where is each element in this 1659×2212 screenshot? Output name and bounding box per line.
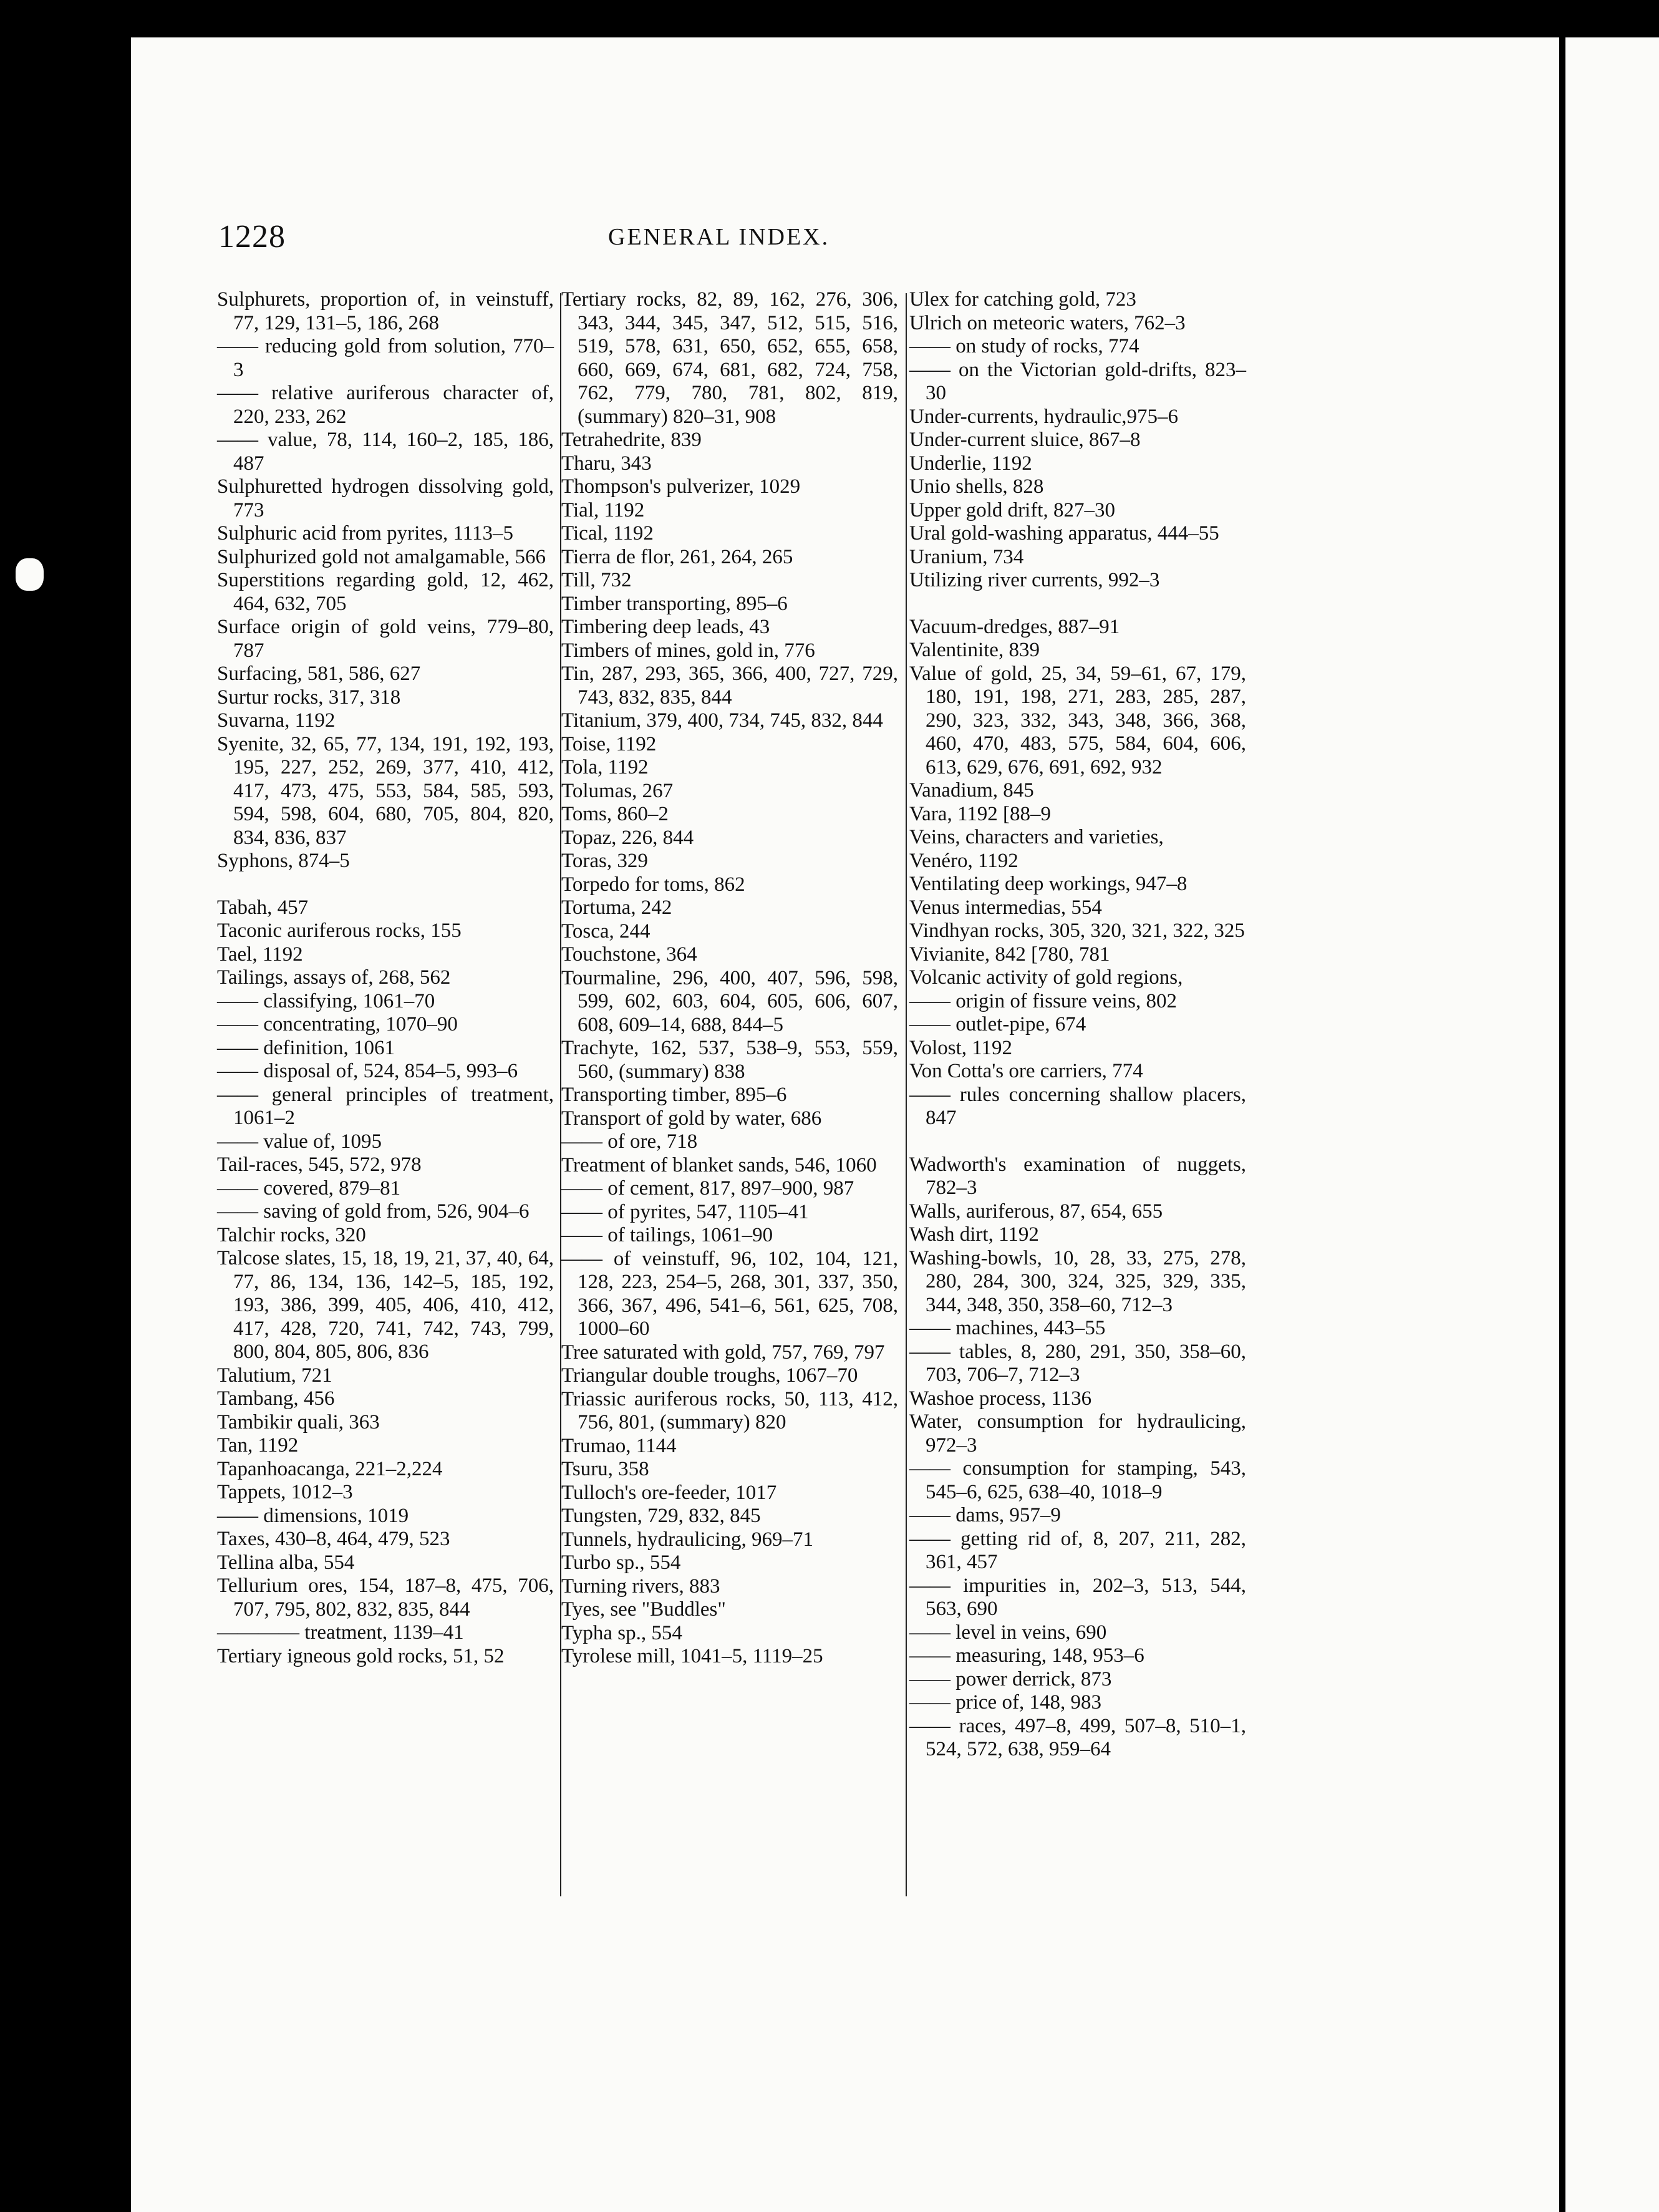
index-entry: Tourmaline, 296, 400, 407, 596, 598, 599, 602, 603, 604, 605, 606, 607, 608, 609–14, 688, 844–5 <box>561 966 898 1036</box>
index-entry: Typha sp., 554 <box>561 1621 682 1644</box>
index-entry: Tortuma, 242 <box>561 896 672 919</box>
index-entry: —— concentrating, 1070–90 <box>217 1013 458 1036</box>
index-entry: Tical, 1192 <box>561 522 654 545</box>
index-entry: Tunnels, hydraulicing, 969–71 <box>561 1528 813 1551</box>
section-gap <box>909 1130 1246 1153</box>
index-entry: —— relative auriferous character of, 220, 233, 262 <box>217 382 554 428</box>
index-entry: Tin, 287, 293, 365, 366, 400, 727, 729, 743, 832, 835, 844 <box>561 662 898 709</box>
index-entry: Talcose slates, 15, 18, 19, 21, 37, 40, 64, 77, 86, 134, 136, 142–5, 185, 192, 193, 386, 399, 405, 406, 410, 412, 417, 428, 720, 741, 742, 743, 799, 800, 804, 805, 806, 836 <box>217 1247 554 1363</box>
index-entry: —— covered, 879–81 <box>217 1176 401 1200</box>
index-entry: Tial, 1192 <box>561 498 645 521</box>
index-entry: Under-currents, hydraulic,975–6 <box>909 405 1178 428</box>
index-entry: —— consumption for stamping, 543, 545–6, 625, 638–40, 1018–9 <box>909 1457 1246 1503</box>
index-entry: Washing-bowls, 10, 28, 33, 275, 278, 280, 284, 300, 324, 325, 329, 335, 344, 348, 350, 358–60, 712–3 <box>909 1246 1246 1316</box>
index-entry: Tolumas, 267 <box>561 779 674 802</box>
index-entry: Tulloch's ore-feeder, 1017 <box>561 1481 777 1504</box>
scan-blemish <box>16 558 44 591</box>
index-entry: Wash dirt, 1192 <box>909 1223 1039 1246</box>
index-entry: Tetrahedrite, 839 <box>561 429 702 451</box>
page-number: 1228 <box>218 219 286 255</box>
index-entry: Venus intermedias, 554 <box>909 896 1102 919</box>
index-entry: Timbers of mines, gold in, 776 <box>561 639 815 662</box>
index-entry: Underlie, 1192 <box>909 452 1032 475</box>
index-entry: Surtur rocks, 317, 318 <box>217 686 401 709</box>
index-entry: —— price of, 148, 983 <box>909 1691 1101 1714</box>
index-entry: —— races, 497–8, 499, 507–8, 510–1, 524, 572, 638, 959–64 <box>909 1714 1246 1760</box>
index-entry: Transport of gold by water, 686 <box>561 1107 822 1130</box>
index-entry: Sulphurized gold not amalgamable, 566 <box>217 545 546 568</box>
index-entry: Venéro, 1192 <box>909 849 1018 872</box>
index-entry: Turning rivers, 883 <box>561 1574 720 1598</box>
index-entry: —— getting rid of, 8, 207, 211, 282, 361, 457 <box>909 1527 1246 1573</box>
index-entry: —— dams, 957–9 <box>909 1504 1061 1526</box>
index-entry: —— saving of gold from, 526, 904–6 <box>217 1200 530 1223</box>
index-entry: Taconic auriferous rocks, 155 <box>217 919 462 942</box>
index-entry: —— reducing gold from solution, 770–3 <box>217 335 554 381</box>
index-entry: —— power derrick, 873 <box>909 1667 1112 1691</box>
index-entry: —— origin of fissure veins, 802 <box>909 989 1177 1012</box>
index-entry: —— machines, 443–55 <box>909 1317 1106 1339</box>
index-entry: Surfacing, 581, 586, 627 <box>217 662 421 685</box>
index-entry: —— disposal of, 524, 854–5, 993–6 <box>217 1060 518 1082</box>
index-entry: Tyrolese mill, 1041–5, 1119–25 <box>561 1645 823 1667</box>
index-entry: Unio shells, 828 <box>909 475 1044 498</box>
index-entry: Ulex for catching gold, 723 <box>909 288 1136 311</box>
index-entry: Tabah, 457 <box>217 896 309 919</box>
index-entry: Triassic auriferous rocks, 50, 113, 412, 756, 801, (summary) 820 <box>561 1387 898 1433</box>
index-column-2 <box>561 288 898 1669</box>
index-entry: —— of pyrites, 547, 1105–41 <box>561 1200 809 1223</box>
index-entry: —— outlet-pipe, 674 <box>909 1013 1086 1036</box>
index-entry: Vivianite, 842 [780, 781 <box>909 943 1110 966</box>
index-entry: ———— treatment, 1139–41 <box>217 1621 464 1644</box>
index-entry: Sulphurets, proportion of, in veinstuff, 77, 129, 131–5, 186, 268 <box>217 288 554 334</box>
facing-page-edge <box>1565 37 1659 2212</box>
index-entry: Ventilating deep workings, 947–8 <box>909 873 1187 895</box>
index-entry: —— classifying, 1061–70 <box>217 989 435 1012</box>
index-entry: —— of ore, 718 <box>561 1130 698 1153</box>
index-entry: Vanadium, 845 <box>909 779 1034 802</box>
index-entry: Surface origin of gold veins, 779–80, 787 <box>217 616 554 662</box>
index-entry: Tael, 1192 <box>217 943 303 966</box>
index-entry: Titanium, 379, 400, 734, 745, 832, 844 <box>561 709 883 732</box>
index-entry: Ulrich on meteoric waters, 762–3 <box>909 311 1186 334</box>
index-entry: —— level in veins, 690 <box>909 1621 1107 1644</box>
index-entry: Value of gold, 25, 34, 59–61, 67, 179, 180, 191, 198, 271, 283, 285, 287, 290, 323, 332, 343, 348, 366, 368, 460, 470, 483, 575, 584, 604, 606, 613, 629, 676, 691, 692, 932 <box>909 662 1246 779</box>
index-entry: Syenite, 32, 65, 77, 134, 191, 192, 193, 195, 227, 252, 269, 377, 410, 412, 417, 473, 475, 553, 584, 585, 593, 594, 598, 604, 680, 705, 804, 820, 834, 836, 837 <box>217 732 554 849</box>
index-entry: Tertiary rocks, 82, 89, 162, 276, 306, 343, 344, 345, 347, 512, 515, 516, 519, 578, 631, 650, 652, 655, 658, 660, 669, 674, 681, 682, 724, 758, 762, 779, 780, 781, 802, 819, (summary) 820–31, 908 <box>561 288 898 428</box>
section-gap <box>909 593 1246 616</box>
index-entry: Talutium, 721 <box>217 1364 332 1387</box>
index-entry: Wadworth's examination of nuggets, 782–3 <box>909 1153 1246 1199</box>
index-entry: Toise, 1192 <box>561 732 657 755</box>
index-entry: Vacuum-dredges, 887–91 <box>909 615 1120 638</box>
index-entry: Under-current sluice, 867–8 <box>909 429 1141 451</box>
index-entry: Syphons, 874–5 <box>217 850 350 872</box>
index-entry: Talchir rocks, 320 <box>217 1223 366 1246</box>
index-entry: —— definition, 1061 <box>217 1036 395 1059</box>
index-entry: Tambang, 456 <box>217 1387 335 1410</box>
index-entry: Topaz, 226, 844 <box>561 826 694 849</box>
index-entry: Vindhyan rocks, 305, 320, 321, 322, 325 <box>909 919 1245 942</box>
index-entry: Treatment of blanket sands, 546, 1060 <box>561 1153 877 1176</box>
index-entry: Water, consumption for hydraulicing, 972–3 <box>909 1410 1246 1457</box>
index-entry: Triangular double troughs, 1067–70 <box>561 1364 858 1387</box>
index-entry: —— general principles of treatment, 1061–2 <box>217 1083 554 1129</box>
index-entry: Tierra de flor, 261, 264, 265 <box>561 545 793 568</box>
index-entry: —— on study of rocks, 774 <box>909 335 1139 357</box>
index-entry: Tharu, 343 <box>561 452 652 475</box>
index-entry: Upper gold drift, 827–30 <box>909 498 1115 521</box>
index-entry: —— impurities in, 202–3, 513, 544, 563, 690 <box>909 1574 1246 1620</box>
index-entry: Toras, 329 <box>561 850 648 872</box>
index-entry: Walls, auriferous, 87, 654, 655 <box>909 1200 1163 1223</box>
index-entry: —— rules concerning shallow placers, 847 <box>909 1083 1246 1129</box>
index-entry: Touchstone, 364 <box>561 943 697 966</box>
index-entry: —— of cement, 817, 897–900, 987 <box>561 1177 854 1200</box>
index-entry: Trumao, 1144 <box>561 1434 677 1457</box>
index-entry: —— of tailings, 1061–90 <box>561 1224 773 1246</box>
index-entry: Tapanhoacanga, 221–2,224 <box>217 1457 443 1480</box>
index-entry: Tola, 1192 <box>561 756 649 779</box>
index-entry: Tailings, assays of, 268, 562 <box>217 966 451 989</box>
index-entry: Superstitions regarding gold, 12, 462, 464, 632, 705 <box>217 569 554 615</box>
index-entry: Tungsten, 729, 832, 845 <box>561 1505 761 1527</box>
index-entry: Torpedo for toms, 862 <box>561 873 745 896</box>
index-entry: Tsuru, 358 <box>561 1458 649 1480</box>
index-entry: Tellurium ores, 154, 187–8, 475, 706, 707, 795, 802, 832, 835, 844 <box>217 1574 554 1621</box>
index-entry: Volcanic activity of gold regions, <box>909 966 1183 989</box>
index-entry: Utilizing river currents, 992–3 <box>909 569 1160 591</box>
index-entry: Trachyte, 162, 537, 538–9, 553, 559, 560, (summary) 838 <box>561 1037 898 1083</box>
index-entry: —— value, 78, 114, 160–2, 185, 186, 487 <box>217 429 554 475</box>
column-divider <box>906 293 907 1896</box>
section-gap <box>217 873 554 896</box>
index-entry: Valentinite, 839 <box>909 639 1040 661</box>
index-entry: Sulphuric acid from pyrites, 1113–5 <box>217 522 514 545</box>
index-entry: Tan, 1192 <box>217 1434 299 1457</box>
index-entry: —— value of, 1095 <box>217 1130 382 1153</box>
index-entry: Taxes, 430–8, 464, 479, 523 <box>217 1528 450 1550</box>
index-entry: Veins, characters and varieties, <box>909 826 1164 848</box>
index-entry: Ural gold-washing apparatus, 444–55 <box>909 522 1219 545</box>
index-entry: Timber transporting, 895–6 <box>561 592 788 615</box>
index-entry: Washoe process, 1136 <box>909 1387 1092 1410</box>
index-entry: —— of veinstuff, 96, 102, 104, 121, 128, 223, 254–5, 268, 301, 337, 350, 366, 367, 496, 541–6, 561, 625, 708, 1000–60 <box>561 1247 898 1340</box>
index-entry: —— dimensions, 1019 <box>217 1504 409 1527</box>
index-entry: Timbering deep leads, 43 <box>561 616 770 638</box>
index-entry: Vara, 1192 [88–9 <box>909 802 1051 825</box>
index-entry: Tappets, 1012–3 <box>217 1481 353 1503</box>
index-column-3 <box>909 288 1246 1762</box>
index-entry: Tambikir quali, 363 <box>217 1410 380 1433</box>
index-entry: Tellina alba, 554 <box>217 1551 355 1574</box>
index-entry: Suvarna, 1192 <box>217 709 336 732</box>
index-entry: Tree saturated with gold, 757, 769, 797 <box>561 1341 885 1364</box>
index-entry: Toms, 860–2 <box>561 803 669 825</box>
index-entry: —— on the Victorian gold-drifts, 823–30 <box>909 358 1246 404</box>
index-entry: Tail-races, 545, 572, 978 <box>217 1153 422 1176</box>
page-title: GENERAL INDEX. <box>608 224 830 250</box>
index-column-1 <box>217 288 554 1668</box>
index-entry: Von Cotta's ore carriers, 774 <box>909 1060 1143 1082</box>
index-entry: Volost, 1192 <box>909 1036 1013 1059</box>
index-entry: —— tables, 8, 280, 291, 350, 358–60, 703, 706–7, 712–3 <box>909 1340 1246 1386</box>
index-entry: Till, 732 <box>561 569 632 591</box>
index-entry: Tertiary igneous gold rocks, 51, 52 <box>217 1644 505 1667</box>
index-entry: Tosca, 244 <box>561 919 651 943</box>
index-entry: Thompson's pulverizer, 1029 <box>561 475 801 498</box>
index-entry: Tyes, see "Buddles" <box>561 1598 726 1621</box>
index-entry: Transporting timber, 895–6 <box>561 1084 787 1106</box>
index-entry: Sulphuretted hydrogen dissolving gold, 773 <box>217 475 554 521</box>
index-entry: —— measuring, 148, 953–6 <box>909 1644 1144 1667</box>
index-entry: Turbo sp., 554 <box>561 1551 681 1574</box>
index-entry: Uranium, 734 <box>909 545 1024 568</box>
